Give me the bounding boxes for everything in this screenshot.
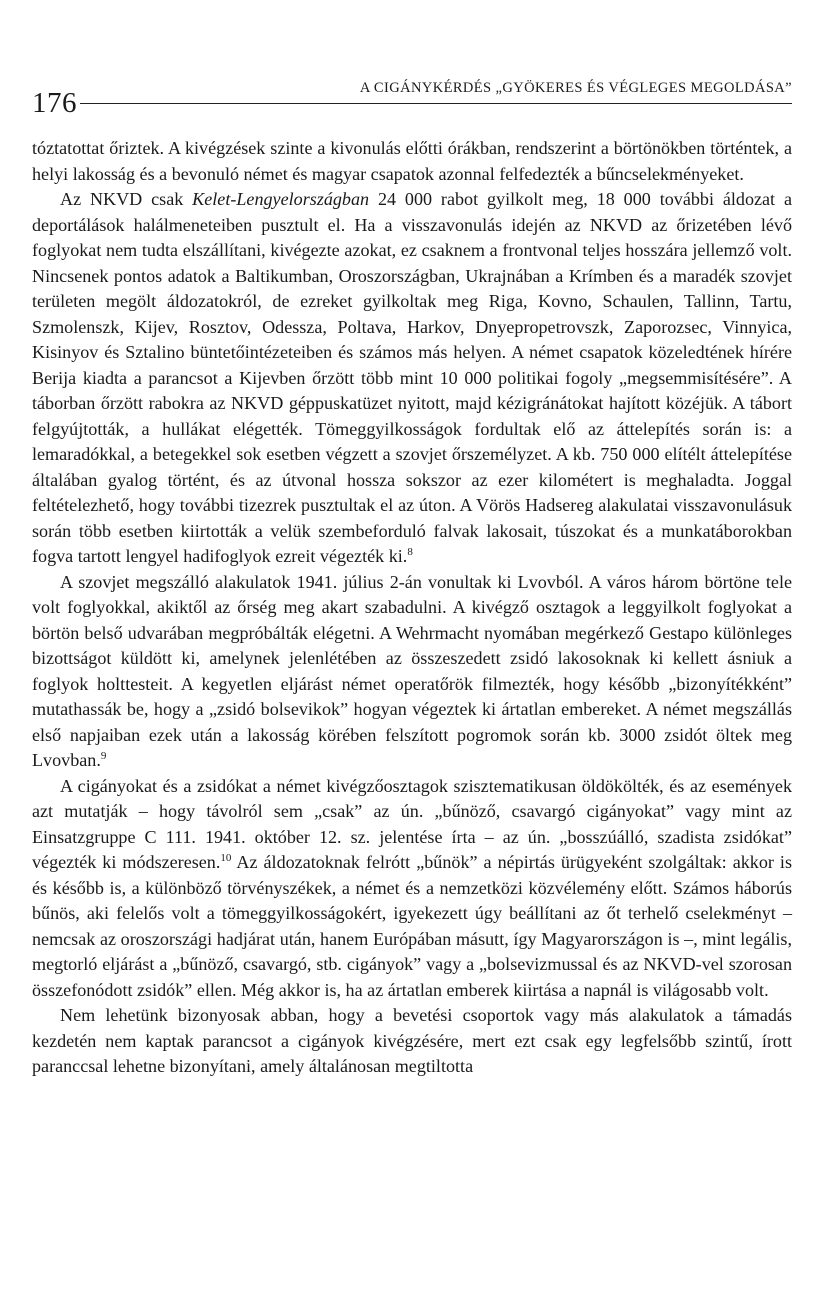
footnote-marker: 10	[220, 851, 232, 864]
page-number: 176	[32, 87, 77, 119]
header-rule	[80, 103, 792, 104]
paragraph	[32, 570, 792, 774]
text-run: Nem lehetünk bizonyosak abban, hogy a bevetési csoportok vagy más alakulatok a támadás kezdetén nem kaptak parancsot a cigányok kivégzésére, mert ezt csak egy legfelsőbb szintű, írott paranccsal lehetne bizonyítani, amely általánosan megtiltotta	[32, 1005, 792, 1076]
paragraph	[32, 1003, 792, 1080]
text-run: A cigányokat és a zsidókat a német kivégzőosztagok szisztematikusan öldökölték, és az események azt mutatják – hogy távolról sem „csak” az ún. „bűnöző, csavargó cigányokat” vagy mint az Einsatzgruppe C 111. 1941. október 12. sz. jelentése írta – az ún. „bosszúálló, szadista zsidókat” végezték ki módszeresen.	[32, 775, 792, 872]
text-run: A szovjet megszálló alakulatok 1941. július 2-án vonultak ki Lvovból. A város három börtöne tele volt foglyokkal, akiktől az őrség meg akart szabadulni. A kivégző osztagok a leggyilkolt foglyokat a börtön belső udvarában megpróbálták elégetni. A Wehrmacht nyomában megérkező Gestapo különleges bizottságot küldött ki, amelynek jelenlétében az összeszedett zsidó lakosoknak ki kellett ásniuk a foglyok holttesteit. A kegyetlen eljárást német operatőrök filmezték, hogy később „bizonyítékként” mutathassák be, hogy a „zsidó bolsevikok” hogyan végeztek ki ártatlan embereket. A német megszállás első napjaiban ezek után a lakosság körében felszított pogromok során kb. 3000 zsidót öltek meg Lvovban.	[32, 571, 792, 770]
paragraph	[32, 187, 792, 570]
footnote-marker: 8	[407, 545, 413, 558]
text-run: tóztatottat őriztek. A kivégzések szinte a kivonulás előtti órákban, rendszerint a börtönökben történtek, a helyi lakosság és a bevonuló német és magyar csapatok azonnal felfedezték a bűncselekményeket.	[32, 138, 792, 184]
italic-term: Kelet-Lengyelországban	[192, 189, 370, 209]
paragraph	[32, 136, 792, 187]
body-text	[32, 136, 792, 1080]
text-run: Az áldozatoknak felrótt „bűnök” a népirtás ürügyeként szolgáltak: akkor is és később is, a különböző törvényszékek, a német és a nemzetközi közvélemény előtt. Számos háborús bűnös, aki felelős volt a tömeggyilkosságokért, igyekezett úgy beállítani az őt terhelő cselekményt – nemcsak az oroszországi hadjárat után, hanem Európában másutt, így Magyarországon is –, mint legális, megtorló eljárást a „bűnöző, csavargó, stb. cigányok” vagy a „bolsevizmussal és az NKVD-vel szorosan összefonódott zsidók” ellen. Még akkor is, ha az ártatlan emberek kiirtása a napnál is világosabb volt.	[32, 852, 792, 1000]
page-header	[32, 70, 792, 118]
paragraph	[32, 774, 792, 1004]
footnote-marker: 9	[100, 749, 107, 762]
running-title: A CIGÁNYKÉRDÉS „GYÖKERES ÉS VÉGLEGES MEGOLDÁSA”	[359, 80, 792, 96]
text-run: 24 000 rabot gyilkolt meg, 18 000 további áldozat a deportálások halálmeneteiben pusztult el. Ha a visszavonulás idején az NKVD az őrizetében lévő foglyokat nem tudta elszállítani, kivégezte azokat, ez csaknem a frontvonal teljes hosszára jellemző volt. Nincsenek pontos adatok a Baltikumban, Oroszországban, Ukrajnában a Krímben és a maradék szovjet területen megölt áldozatokról, de ezreket gyilkoltak meg Riga, Kovno, Schaulen, Tallinn, Tartu, Szmolenszk, Kijev, Rosztov, Odessza, Poltava, Harkov, Dnyepropetrovszk, Zaporozsec, Vinnyica, Kisinyov és Sztalino büntetőintézeteiben és számos más helyen. A német csapatok közeledtének hírére Berija kiadta a parancsot a Kijevben őrzött több mint 10 000 politikai fogoly „megsemmisítésére”. A táborban őrzött rabokra az NKVD géppuskatüzet nyitott, majd kézigránátokat hajított közéjük. A tábort felgyújtották, a hullákat elégették. Tömeggyilkosságok fordultak elő az áttelepítés során is: a lemaradókkal, a betegekkel sok esetben végzett a szovjet őrszemélyzet. A kb. 750 000 elítélt áttelepítése általában gyalog történt, és az útvonal hossza sokszor az ezer kilométert is meghaladta. Joggal feltételezhető, hogy további tizezrek pusztultak el az úton. A Vörös Hadsereg alakulatai visszavonulásuk során több esetben kiirtották a velük szembeforduló falvak lakosait, túszokat és a munkatáborokban fogva tartott lengyel hadifoglyok ezreit végezték ki.	[32, 189, 792, 566]
text-run: Az NKVD csak	[60, 189, 193, 209]
